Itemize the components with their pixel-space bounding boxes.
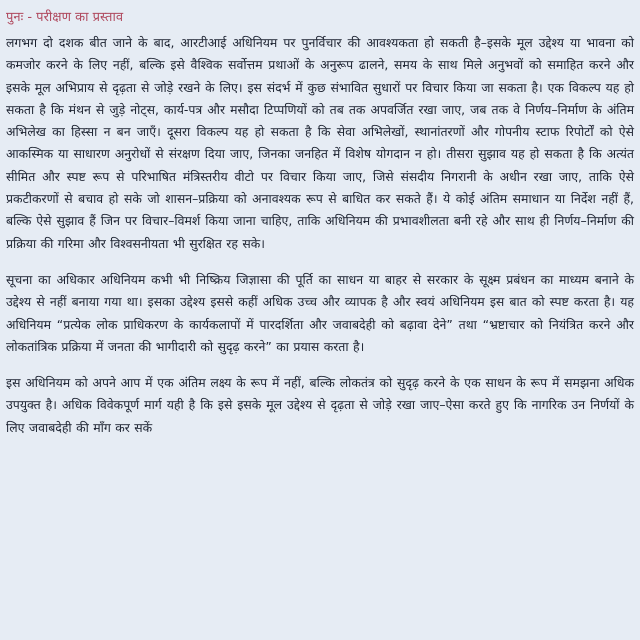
section-heading: पुनः - परीक्षण का प्रस्ताव (6, 10, 124, 25)
paragraph-rti-means: इस अधिनियम को अपने आप में एक अंतिम लक्ष्य के रूप में नहीं, बल्कि लोकतंत्र को सुदृढ़ करने के एक साधन के रूप में समझना अधिक उपयुक्त है। अधिक विवेकपूर्ण मार्ग यही है कि इसे इसके मूल उद्देश्य से दृढ़ता से जोड़े रखा जाए–ऐसा करते हुए कि नागरिक उन निर्णयों के लिए जवाबदेही की माँग कर सकें (6, 375, 634, 435)
paragraph-review-proposal: लगभग दो दशक बीत जाने के बाद, आरटीआई अधिनियम पर पुनर्विचार की आवश्यकता हो सकती है–इसके मूल उद्देश्य या भावना को कमजोर करने के लिए नहीं, बल्कि इसे वैश्विक सर्वोत्तम प्रथाओं के अनुरूप ढालने, समय के साथ मिले अनुभवों को समाहित करने और इसके मूल अभिप्राय से दृढ़ता से जोड़े रखने के लिए। इस संदर्भ में कुछ संभावित सुधारों पर विचार किया जा सकता है। एक विकल्प यह हो सकता है कि मंथन से जुड़े नोट्स, कार्य-पत्र और मसौदा टिप्पणियों को तब तक अपवर्जित रखा जाए, जब तक वे निर्णय–निर्माण के अंतिम अभिलेख का हिस्सा न बन जाएँ। दूसरा विकल्प यह हो सकता है कि सेवा अभिलेखों, स्थानांतरणों और गोपनीय स्टाफ रिपोर्टों को ऐसे आकस्मिक या साधारण अनुरोधों से संरक्षण दिया जाए, जिनका जनहित में विशेष योगदान न हो। तीसरा सुझाव यह हो सकता है कि अत्यंत सीमित और स्पष्ट रूप से परिभाषित मंत्रिस्तरीय वीटो पर विचार किया जाए, जिसे संसदीय निगरानी के अधीन रखा जाए, ताकि ऐसे प्रकटीकरणों से बचाव हो सके जो शासन–प्रक्रिया को अनावश्यक रूप से बाधित कर सकते हैं। ये कोई अंतिम समाधान या निर्देश नहीं हैं, बल्कि ऐसे सुझाव हैं जिन पर विचार–विमर्श किया जाना चाहिए, ताकि अधिनियम की प्रभावशीलता बनी रहे और साथ ही निर्णय–निर्माण की प्रक्रिया की गरिमा और विश्वसनीयता भी सुरक्षित रह सके। (6, 35, 634, 251)
paragraph-rti-purpose: सूचना का अधिकार अधिनियम कभी भी निष्क्रिय जिज्ञासा की पूर्ति का साधन या बाहर से सरकार के सूक्ष्म प्रबंधन का माध्यम बनाने के उद्देश्य से नहीं बनाया गया था। इसका उद्देश्य इससे कहीं अधिक उच्च और व्यापक है और स्वयं अधिनियम इस बात को स्पष्ट करता है। यह अधिनियम “प्रत्येक लोक प्राधिकरण के कार्यकलापों में पारदर्शिता और जवाबदेही को बढ़ावा देने” तथा “भ्रष्टाचार को नियंत्रित करने और लोकतांत्रिक प्रक्रिया में जनता की भागीदारी को सुदृढ़ करने” का प्रयास करता है। (6, 271, 634, 354)
